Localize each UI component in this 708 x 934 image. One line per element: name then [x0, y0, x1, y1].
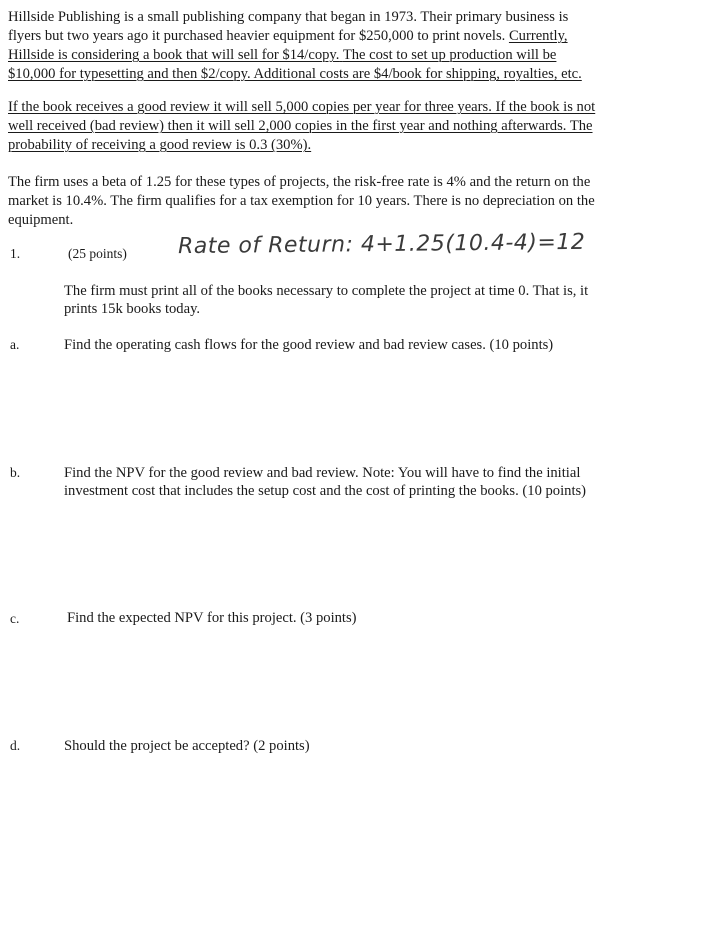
- review-line-3: probability of receiving a good review is 0.3 (30%).: [8, 137, 312, 153]
- question-a-text: [64, 336, 688, 354]
- intro-line-2-underlined: Currently,: [508, 28, 568, 44]
- review-line-2: well received (bad review) then it will sell 2,000 copies in the first year and nothing afterwards. The: [8, 118, 593, 134]
- question-1-line-1: The firm must print all of the books necessary to complete the project at time 0. That is, it: [64, 283, 589, 299]
- question-d-text: [64, 737, 688, 755]
- beta-line-3: equipment.: [8, 212, 74, 228]
- question-1-line-2: prints 15k books today.: [64, 301, 201, 317]
- question-c-label: c.: [10, 611, 20, 626]
- question-d-line: Should the project be accepted? (2 points): [64, 738, 310, 754]
- question-b-line-2: investment cost that includes the setup cost and the cost of printing the books. (10 points): [64, 483, 587, 499]
- question-b-label: b.: [10, 465, 21, 480]
- question-1-number: 1.: [10, 246, 21, 261]
- question-c-text: [67, 609, 691, 627]
- beta-line-1: The firm uses a beta of 1.25 for these types of projects, the risk-free rate is 4% and the return on the: [8, 174, 591, 190]
- beta-paragraph: [8, 173, 688, 230]
- question-1-points: (25 points): [68, 246, 127, 261]
- question-b-text: [64, 464, 688, 500]
- question-1-text: [64, 282, 688, 318]
- question-a-line: Find the operating cash flows for the good review and bad review cases. (10 points): [64, 337, 554, 353]
- review-paragraph: [8, 98, 688, 155]
- review-line-1: If the book receives a good review it will sell 5,000 copies per year for three years. If the book is not: [8, 99, 596, 115]
- question-d-label: d.: [10, 738, 21, 753]
- intro-line-2-text: flyers but two years ago it purchased heavier equipment for $250,000 to print novels.: [8, 28, 506, 44]
- question-b-line-1: Find the NPV for the good review and bad review. Note: You will have to find the initial: [64, 465, 581, 481]
- intro-line-3-text: Hillside is considering a book that will sell for $14/copy.: [8, 47, 340, 63]
- question-c-line: Find the expected NPV for this project. (3 points): [67, 610, 357, 626]
- question-a-label: a.: [10, 337, 20, 352]
- intro-line-3: [8, 46, 688, 65]
- handwritten-rate-of-return: Rate of Return: 4+1.25(10.4-4)=12: [177, 229, 586, 260]
- intro-paragraph: [8, 8, 688, 84]
- intro-line-4: $10,000 for typesetting and then $2/copy. Additional costs are $4/book for shipping, royalties, etc.: [8, 66, 582, 82]
- intro-line-1: Hillside Publishing is a small publishing company that began in 1973. Their primary business is: [8, 9, 569, 25]
- beta-line-2: market is 10.4%. The firm qualifies for a tax exemption for 10 years. There is no depreciation on the: [8, 193, 595, 209]
- intro-line-3-underlined: The cost to set up production will be: [342, 47, 557, 63]
- intro-line-2: [8, 27, 688, 46]
